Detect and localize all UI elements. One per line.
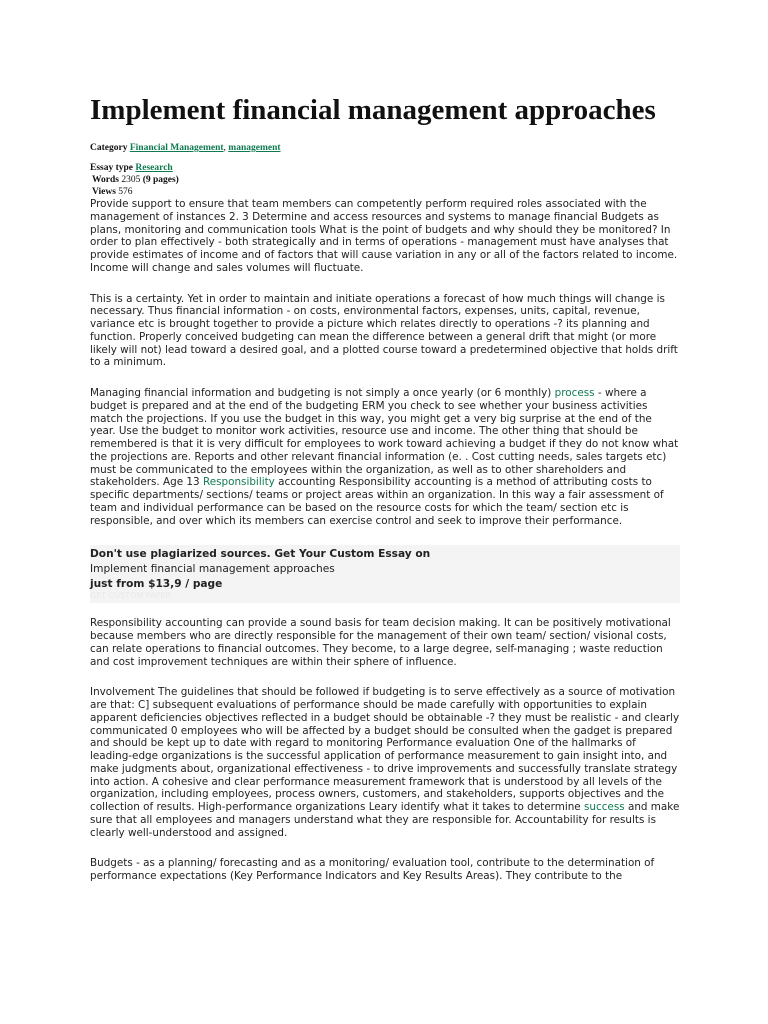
words-value: 2305 — [121, 175, 141, 185]
category-link-management[interactable]: management — [228, 143, 281, 153]
paragraph-5 — [90, 686, 680, 839]
paragraph-5-text-b: and make sure that all employees and managers understand what they are responsible for. Accountability for results is clearly well-understood and assigned. — [90, 801, 680, 839]
views-value: 576 — [118, 187, 133, 197]
page-title: Implement financial management approaches — [90, 94, 656, 126]
paragraph-4: Responsibility accounting can provide a sound basis for team decision making. It can be positively motivational because members who are directly responsible for the management of their own team/ section/ visional costs, can relate operations to financial outcomes. They become, to a large degree, self-managing ; waste reduction and cost improvement techniques are within their sphere of influence. — [90, 617, 671, 668]
category-label: Category — [90, 143, 128, 153]
paragraph-3 — [90, 387, 680, 527]
custom-essay-banner[interactable] — [90, 545, 680, 603]
views-label: Views — [92, 187, 116, 197]
paragraph-2: This is a certainty. Yet in order to maintain and initiate operations a forecast of how much things will change is necessary. Thus financial information - on costs, environmental factors, expenses, units, capital, revenue, variance etc is brought together to provide a picture which relates directly to operations -? its planning and function. Properly conceived budgeting can mean the difference between a general drift that might (or more likely will not) lead toward a desired goal, and a plotted course toward a predetermined objective that holds drift to a minimum. — [90, 292, 678, 369]
banner-headline: Don't use plagiarized sources. Get Your Custom Essay on — [90, 548, 431, 561]
essay-type-label: Essay type — [90, 163, 134, 173]
views-row — [90, 186, 680, 198]
essay-type-row — [90, 162, 680, 174]
success-link[interactable]: success — [584, 801, 625, 813]
banner-button-ghost[interactable]: GET CUSTOM PAPER — [90, 591, 172, 601]
banner-essay-title: Implement financial management approaches — [90, 563, 335, 576]
process-link[interactable]: process — [554, 387, 595, 399]
pages-value: (9 pages) — [142, 175, 179, 185]
category-row — [90, 142, 680, 154]
words-label: Words — [92, 175, 119, 185]
paragraph-3-text-a: Managing financial information and budgeting is not simply a once yearly (or 6 monthly) — [90, 387, 555, 399]
essay-type-link[interactable]: Research — [135, 163, 173, 173]
paragraph-5-text-a: Involvement The guidelines that should be followed if budgeting is to serve effectively as a source of motivation are that: C] subsequent evaluations of performance should be made carefully with opportunities to explain apparent deficiencies objectives reflected in a budget should be obtainable -? they must be realistic - and clearly communicated 0 employees who will be affected by a budget should be consulted when the gadget is prepared and should be kept up to date with regard to monitoring Performance evaluation One of the hallmarks of leading-edge organizations is the successful application of performance measurement to gain insight into, and make judgments about, organizational effectiveness - to drive improvements and successfully translate strategy into action. A cohesive and clear performance measurement framework that is understood by all levels of the organization, including employees, process owners, customers, and stakeholders, supports objectives and the collection of results. High-performance organizations Leary identify what it takes to determine — [90, 686, 680, 813]
paragraph-3-text-c: accounting Responsibility accounting is a method of attributing costs to specific departments/ sections/ teams or project areas within an organization. In this way a fair assessment of team and individual performance can be based on the resource costs for which the team/ section etc is responsible, and over which its members can exercise control and seek to improve their performance. — [90, 476, 664, 527]
paragraph-1: Provide support to ensure that team members can competently perform required roles associated with the management of instances 2. 3 Determine and access resources and systems to manage financial Budgets as plans, monitoring and communication tools What is the point of budgets and why should they be monitored? In order to plan effectively - both strategically and in terms of operations - management must have analyses that provide estimates of income and of factors that will cause variation in any or all of the factors related to income. Income will change and sales volumes will fluctuate. — [90, 198, 678, 274]
paragraph-3-text-b: - where a budget is prepared and at the end of the budgeting ERM you check to see whether your business activities match the projections. If you use the budget in this way, you might get a very big surprise at the end of the year. Use the budget to monitor work activities, resource use and income. The other thing that should be remembered is that it is very difficult for employees to work toward achieving a budget if they do not know what the projections are. Reports and other relevant financial information (e. . Cost cutting needs, sales targets etc) must be communicated to the employees within the organization, as well as to other shareholders and stakeholders. Age 13 — [90, 387, 679, 489]
article — [90, 92, 680, 901]
responsibility-link[interactable]: Responsibility — [202, 476, 275, 489]
paragraph-6: Budgets - as a planning/ forecasting and as a monitoring/ evaluation tool, contribute to the determination of performance expectations (Key Performance Indicators and Key Results Areas). They contribute to the — [90, 857, 655, 882]
category-separator: , — [223, 143, 226, 153]
banner-price: just from $13,9 / page — [90, 578, 223, 591]
words-row — [90, 174, 680, 186]
category-link-financial-management[interactable]: Financial Management — [129, 143, 224, 153]
